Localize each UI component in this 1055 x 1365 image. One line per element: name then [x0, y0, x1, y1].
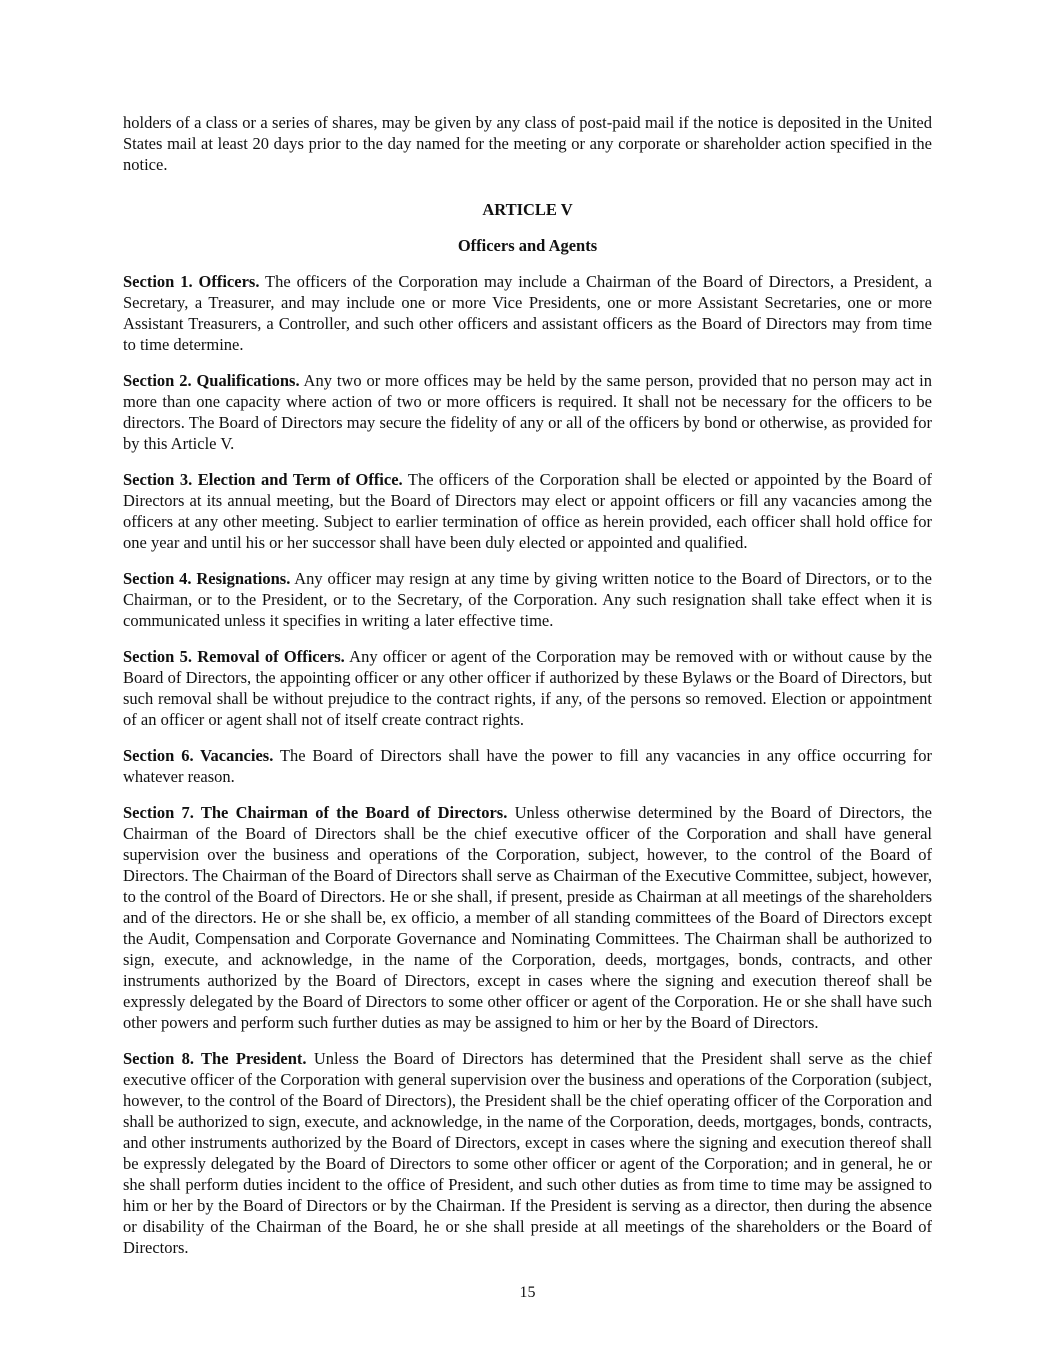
section-text: The officers of the Corporation may include a Chairman of the Board of Directors, a President, a Secretary, a Treasurer, and may include one or more Vice Presidents, one or more Assistant Secretaries, one or more Assistant Treasurers, a Controller, and such other officers and assistant officers as the Board of Directors may from time to time determine. [123, 272, 932, 354]
section-label: Section 4. Resignations. [123, 569, 291, 588]
section-label: Section 3. Election and Term of Office. [123, 470, 403, 489]
section-text: Any officer or agent of the Corporation may be removed with or without cause by the Board of Directors, the appointing officer or any other officer if authorized by these Bylaws or the Board of Directors, but such removal shall be without prejudice to the contract rights, if any, of the persons so removed. Election or appointment of an officer or agent shall not of itself create contract rights. [123, 647, 932, 729]
section-text: Unless otherwise determined by the Board of Directors, the Chairman of the Board of Directors shall be the chief executive officer of the Corporation and shall have general supervision over the business and operations of the Corporation, subject, however, to the control of the Board of Directors. The Chairman of the Board of Directors shall serve as Chairman of the Executive Committee, subject, however, to the control of the Board of Directors. He or she shall, if present, preside as Chairman at all meetings of the shareholders and of the directors. He or she shall be, ex officio, a member of all standing committees of the Board of Directors except the Audit, Compensation and Corporate Governance and Nominating Committees. The Chairman shall be authorized to sign, execute, and acknowledge, in the name of the Corporation, deeds, mortgages, bonds, contracts, and other instruments authorized by the Board of Directors, except in cases where the signing and execution thereof shall be expressly delegated by the Board of Directors to some other officer or agent of the Corporation. He or she shall have such other powers and perform such further duties as may be assigned to him or her by the Board of Directors. [123, 803, 933, 1032]
page-number: 15 [519, 1284, 536, 1301]
article-heading: ARTICLE V [482, 200, 573, 219]
section-label: Section 5. Removal of Officers. [123, 647, 345, 666]
sections-container [123, 271, 932, 1258]
section-text: The officers of the Corporation shall be elected or appointed by the Board of Directors at its annual meeting, but the Board of Directors may elect or appoint officers or fill any vacancies among the officers at any other meeting. Subject to earlier termination of office as herein provided, each officer shall hold office for one year and until his or her successor shall have been duly elected or appointed and qualified. [123, 470, 932, 552]
continuation-paragraph: holders of a class or a series of shares, may be given by any class of post-paid mail if the notice is deposited in the United States mail at least 20 days prior to the day named for the meeting or any corporate or shareholder action specified in the notice. [123, 113, 932, 174]
section-label: Section 6. Vacancies. [123, 746, 274, 765]
section-label: Section 8. The President. [123, 1049, 307, 1068]
section-paragraph [123, 370, 932, 454]
section-text: Any officer may resign at any time by giving written notice to the Board of Directors, or to the Chairman, or to the President, or to the Secretary, of the Corporation. Any such resignation shall take effect when it is communicated unless it specifies in writing a later effective time. [123, 569, 932, 630]
section-paragraph [123, 802, 932, 1033]
section-label: Section 7. The Chairman of the Board of Directors. [123, 803, 508, 822]
section-paragraph [123, 1048, 932, 1258]
section-label: Section 1. Officers. [123, 272, 260, 291]
section-label: Section 2. Qualifications. [123, 371, 300, 390]
section-paragraph [123, 469, 932, 553]
section-text: The Board of Directors shall have the power to fill any vacancies in any office occurring for whatever reason. [123, 746, 932, 786]
section-paragraph [123, 745, 932, 787]
section-paragraph [123, 568, 932, 631]
section-text: Unless the Board of Directors has determined that the President shall serve as the chief executive officer of the Corporation with general supervision over the business and operations of the Corporation (subject, however, to the control of the Board of Directors), the President shall be the chief operating officer of the Corporation and shall be authorized to sign, execute, and acknowledge, in the name of the Corporation, deeds, mortgages, bonds, contracts, and other instruments authorized by the Board of Directors, except in cases where the signing and execution thereof shall be expressly delegated by the Board of Directors to some other officer or agent of the Corporation; and in general, he or she shall perform duties incident to the office of President, and such other duties as from time to time may be assigned to him or her by the Board of Directors or by the Chairman. If the President is serving as a director, then during the absence or disability of the Chairman of the Board, he or she shall preside at all meetings of the shareholders or the Board of Directors. [123, 1049, 932, 1257]
section-paragraph [123, 271, 932, 355]
section-text: Any two or more offices may be held by the same person, provided that no person may act in more than one capacity where action of two or more officers is required. It shall not be necessary for the officers to be directors. The Board of Directors may secure the fidelity of any or all of the officers by bond or otherwise, as provided for by this Article V. [123, 371, 932, 453]
article-subheading: Officers and Agents [457, 236, 598, 255]
section-paragraph [123, 646, 932, 730]
